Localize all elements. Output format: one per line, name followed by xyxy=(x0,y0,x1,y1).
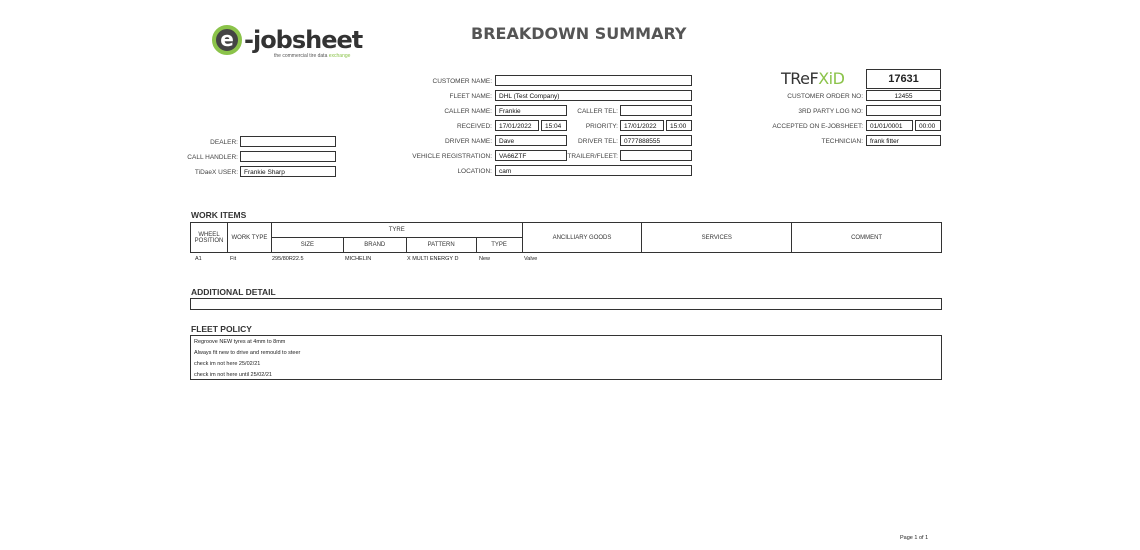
call-handler-label: CALL HANDLER: xyxy=(187,154,238,161)
fleet-name-field: DHL (Test Company) xyxy=(495,90,692,101)
fleet-policy-box xyxy=(190,335,942,380)
ancillary-goods-header: ANCILLIARY GOODS xyxy=(522,223,642,253)
caller-name-field: Frankie xyxy=(495,105,567,116)
customer-order-no-field: 12455 xyxy=(866,90,941,101)
priority-time-field: 15:00 xyxy=(666,120,692,131)
fleet-policy-line: check im not here until 25/02/21 xyxy=(194,372,272,378)
comment-header: COMMENT xyxy=(792,223,942,253)
received-time-field: 15:04 xyxy=(541,120,567,131)
dealer-label: DEALER: xyxy=(210,139,238,146)
size-header: SIZE xyxy=(271,238,343,253)
technician-field: frank fitter xyxy=(866,135,941,146)
tidaex-user-field: Frankie Sharp xyxy=(240,166,336,177)
driver-tel-label: DRIVER TEL: xyxy=(578,138,618,145)
services-header: SERVICES xyxy=(642,223,792,253)
row-pattern: X MULTI ENERGY D xyxy=(407,256,459,262)
work-type-header: WORK TYPE xyxy=(227,223,271,253)
logo-tagline-accent: exchange xyxy=(328,53,351,59)
logo-tagline-text: the commercial tire data xyxy=(274,53,328,59)
customer-name-label: CUSTOMER NAME: xyxy=(432,78,492,85)
received-date-field: 17/01/2022 xyxy=(495,120,539,131)
vehicle-registration-label: VEHICLE REGISTRATION: xyxy=(412,153,492,160)
vehicle-registration-field: VA66ZTF xyxy=(495,150,567,161)
ejobsheet-logo xyxy=(212,25,382,65)
fleet-policy-title: FLEET POLICY xyxy=(191,324,252,334)
location-label: LOCATION: xyxy=(457,168,492,175)
fleet-policy-line: check im not here 25/02/21 xyxy=(194,361,261,367)
customer-order-no-label: CUSTOMER ORDER NO: xyxy=(787,93,863,100)
driver-tel-field: 0777888555 xyxy=(620,135,692,146)
job-number-box: 17631 xyxy=(866,69,941,89)
work-items-table xyxy=(190,222,942,253)
third-party-log-field xyxy=(866,105,941,116)
row-type: New xyxy=(479,256,491,262)
row-size: 295/80R22.5 xyxy=(272,256,304,262)
dealer-field xyxy=(240,136,336,147)
logo-wordmark: -jobsheet xyxy=(244,26,363,54)
accepted-label: ACCEPTED ON E-JOBSHEET: xyxy=(772,123,863,130)
accepted-time-field: 00:00 xyxy=(915,120,941,131)
priority-date-field: 17/01/2022 xyxy=(620,120,664,131)
page-title: BREAKDOWN SUMMARY xyxy=(471,24,687,43)
customer-name-field xyxy=(495,75,692,86)
third-party-log-label: 3RD PARTY LOG NO: xyxy=(798,108,863,115)
driver-name-label: DRIVER NAME: xyxy=(445,138,492,145)
logo-e-badge: e xyxy=(212,25,242,55)
caller-tel-label: CALLER TEL: xyxy=(577,108,618,115)
tyre-header: TYRE xyxy=(271,223,522,238)
technician-label: TECHNICIAN: xyxy=(821,138,863,145)
row-wheel-position: A1 xyxy=(195,256,202,262)
brand-header: BRAND xyxy=(343,238,406,253)
tidex-brand-logo xyxy=(781,69,844,88)
priority-label: PRIORITY: xyxy=(585,123,618,130)
table-row xyxy=(190,256,942,266)
tidaex-user-label: TiDaeX USER: xyxy=(194,169,238,176)
caller-tel-field xyxy=(620,105,692,116)
fleet-policy-line: Always fit new to drive and remould to steer xyxy=(194,350,301,356)
additional-detail-box xyxy=(190,298,942,310)
trailer-fleet-label: TRAILER/FLEET: xyxy=(567,153,618,160)
caller-name-label: CALLER NAME: xyxy=(444,108,492,115)
trailer-fleet-field xyxy=(620,150,692,161)
page-number: Page 1 of 1 xyxy=(900,535,929,541)
brand-accent: XiD xyxy=(818,69,845,88)
accepted-date-field: 01/01/0001 xyxy=(866,120,913,131)
wheel-position-header: WHEEL POSITION xyxy=(191,223,228,253)
work-items-title: WORK ITEMS xyxy=(191,210,247,220)
received-label: RECEIVED: xyxy=(456,123,492,130)
brand-prefix: TReF xyxy=(781,69,819,88)
driver-name-field: Dave xyxy=(495,135,567,146)
fleet-name-label: FLEET NAME: xyxy=(449,93,492,100)
call-handler-field xyxy=(240,151,336,162)
fleet-policy-line: Regroove NEW tyres at 4mm to 8mm xyxy=(194,339,286,345)
row-brand: MICHELIN xyxy=(345,256,372,262)
logo-tagline xyxy=(274,53,350,59)
pattern-header: PATTERN xyxy=(406,238,476,253)
row-ancillary: Valve xyxy=(524,256,538,262)
type-header: TYPE xyxy=(476,238,522,253)
location-field: cam xyxy=(495,165,692,176)
additional-detail-title: ADDITIONAL DETAIL xyxy=(191,287,276,297)
row-work-type: Fit xyxy=(230,256,237,262)
